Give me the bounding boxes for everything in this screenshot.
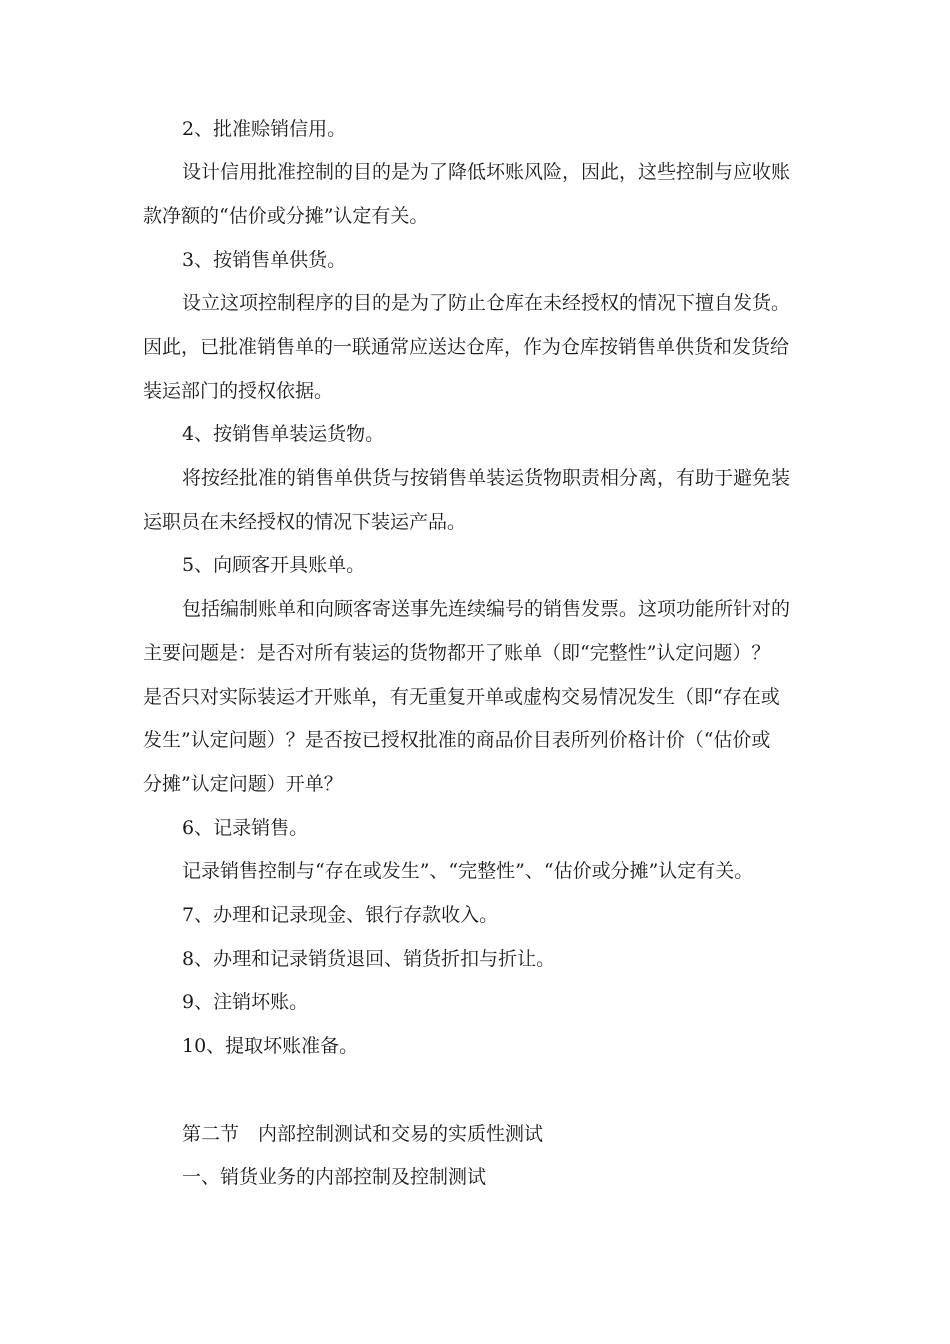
item-heading: 5、向顾客开具账单。 bbox=[182, 554, 366, 576]
item-heading: 10、提取坏账准备。 bbox=[182, 1035, 359, 1057]
paragraph-line: 记录销售控制与“存在或发生”、“完整性”、“估价或分摊”认定有关。 bbox=[182, 860, 754, 882]
paragraph-line: 分摊”认定问题）开单？ bbox=[143, 773, 343, 795]
paragraph-line: 设立这项控制程序的目的是为了防止仓库在未经授权的情况下擅自发货。 bbox=[182, 292, 791, 314]
paragraph-line: 将按经批准的销售单供货与按销售单装运货物职责相分离，有助于避免装 bbox=[182, 467, 791, 489]
paragraph-line: 运职员在未经授权的情况下装运产品。 bbox=[143, 511, 467, 533]
item-heading: 4、按销售单装运货物。 bbox=[182, 423, 385, 445]
paragraph-line: 发生”认定问题）？是否按已授权批准的商品价目表所列价格计价（“估价或 bbox=[143, 729, 771, 751]
item-heading: 6、记录销售。 bbox=[182, 817, 309, 839]
section-heading: 第二节 内部控制测试和交易的实质性测试 bbox=[182, 1123, 544, 1145]
paragraph-line: 主要问题是：是否对所有装运的货物都开了账单（即“完整性”认定问题）？ bbox=[143, 642, 771, 664]
paragraph-line: 因此，已批准销售单的一联通常应送达仓库，作为仓库按销售单供货和发货给 bbox=[143, 336, 790, 358]
paragraph-line: 装运部门的授权依据。 bbox=[143, 380, 334, 402]
paragraph-line: 款净额的“估价或分摊”认定有关。 bbox=[143, 205, 429, 227]
paragraph-line: 设计信用批准控制的目的是为了降低坏账风险，因此，这些控制与应收账 bbox=[182, 161, 791, 183]
item-heading: 2、批准赊销信用。 bbox=[182, 118, 347, 140]
item-heading: 9、注销坏账。 bbox=[182, 991, 309, 1013]
item-heading: 3、按销售单供货。 bbox=[182, 249, 347, 271]
item-heading: 7、办理和记录现金、银行存款收入。 bbox=[182, 904, 499, 926]
paragraph-line: 包括编制账单和向顾客寄送事先连续编号的销售发票。这项功能所针对的 bbox=[182, 598, 791, 620]
subsection-heading: 一、销货业务的内部控制及控制测试 bbox=[182, 1166, 487, 1188]
paragraph-line: 是否只对实际装运才开账单，有无重复开单或虚构交易情况发生（即“存在或 bbox=[143, 686, 780, 708]
item-heading: 8、办理和记录销货退回、销货折扣与折让。 bbox=[182, 948, 556, 970]
